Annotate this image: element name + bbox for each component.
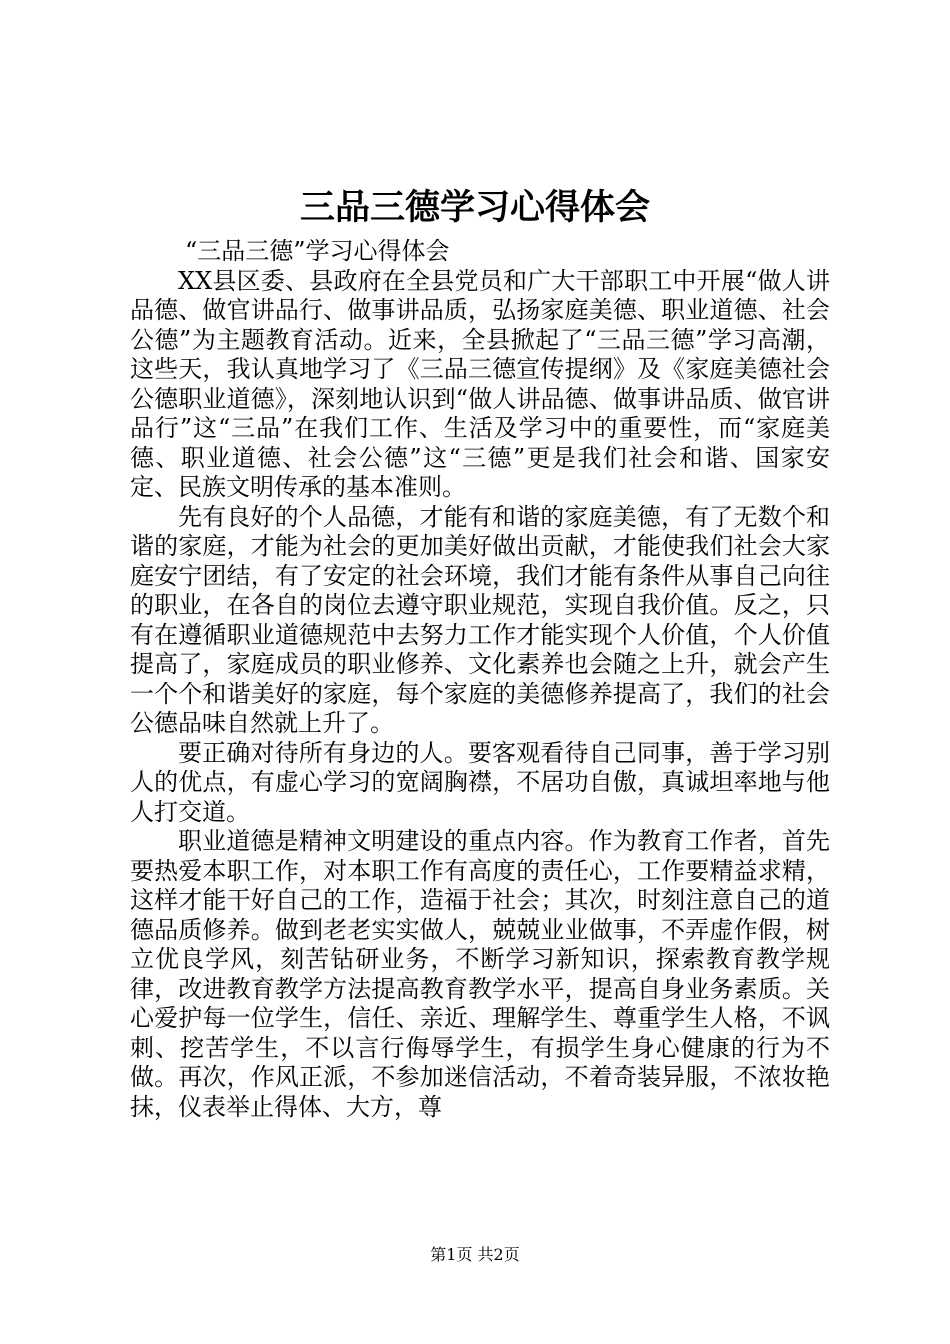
document-title: 三品三德学习心得体会	[299, 188, 650, 228]
page-footer: 第1页 共2页	[430, 1245, 520, 1264]
document-subtitle: “三品三德”学习心得体会	[185, 237, 450, 265]
paragraph-3: 要正确对待所有身边的人。要客观看待自己同事，善于学习别人的优点，有虚心学习的宽阔胸襟，不居功自傲，真诚坦率地与他人打交道。	[130, 738, 830, 826]
paragraph-1: XX县区委、县政府在全县党员和广大干部职工中开展“做人讲品德、做官讲品行、做事讲品质，弘扬家庭美德、职业道德、社会公德”为主题教育活动。近来，全县掀起了“三品三德”学习高潮，这些天，我认真地学习了《三品三德宣传提纲》及《家庭美德社会公德职业道德》，深刻地认识到“做人讲品德、做事讲品质、做官讲品行”这“三品”在我们工作、生活及学习中的重要性，而“家庭美德、职业道德、社会公德”这“三德”更是我们社会和谐、国家安定、民族文明传承的基本准则。	[130, 266, 830, 501]
paragraph-2: 先有良好的个人品德，才能有和谐的家庭美德，有了无数个和谐的家庭，才能为社会的更加美好做出贡献，才能使我们社会大家庭安宁团结，有了安定的社会环境，我们才能有条件从事自己向往的职业，在各自的岗位去遵守职业规范，实现自我价值。反之，只有在遵循职业道德规范中去努力工作才能实现个人价值，个人价值提高了，家庭成员的职业修养、文化素养也会随之上升，就会产生一个个和谐美好的家庭，每个家庭的美德修养提高了，我们的社会公德品味自然就上升了。	[130, 502, 830, 737]
document-body	[130, 237, 830, 1122]
paragraph-4: 职业道德是精神文明建设的重点内容。作为教育工作者，首先要热爱本职工作，对本职工作有高度的责任心，工作要精益求精，这样才能干好自己的工作，造福于社会；其次，时刻注意自己的道德品质修养。做到老老实实做人，兢兢业业做事，不弄虚作假，树立优良学风，刻苦钻研业务，不断学习新知识，探索教育教学规律，改进教育教学方法提高教育教学水平，提高自身业务素质。关心爱护每一位学生，信任、亲近、理解学生、尊重学生人格，不讽刺、挖苦学生，不以言行侮辱学生，有损学生身心健康的行为不做。再次，作风正派，不参加迷信活动，不着奇装异服，不浓妆艳抹，仪表举止得体、大方，尊	[130, 827, 830, 1121]
